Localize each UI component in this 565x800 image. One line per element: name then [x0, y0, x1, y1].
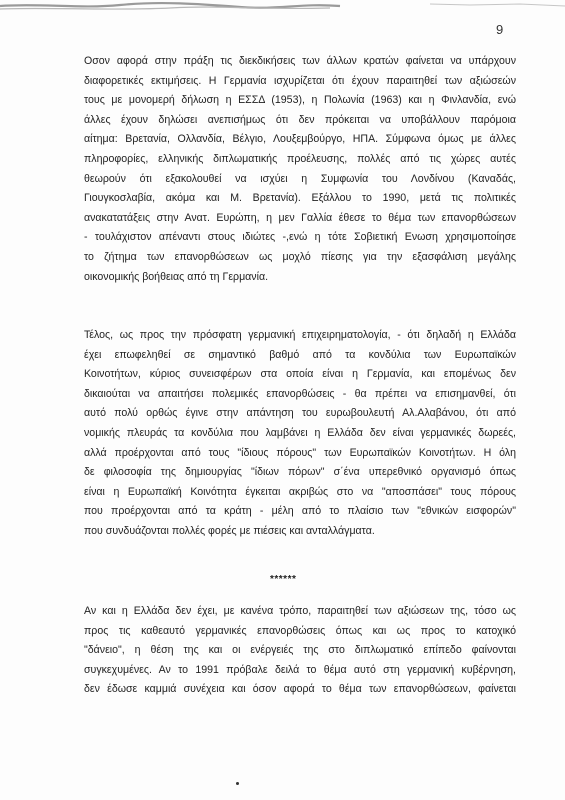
paragraph-line: οικονομικής βοήθειας από τη Γερμανία.: [84, 270, 269, 283]
paragraph-line: που προέρχονται από τα κράτη - μέλη από το πλαίσιο των "εθνικών εισφορών": [84, 505, 516, 518]
paragraph-line: που συνδυάζονται πολλές φορές με πιέσεις και ανταλλάγματα.: [84, 524, 375, 537]
paragraph-3: [84, 602, 516, 700]
page-number: 9: [496, 22, 504, 37]
paragraph-line: δικαιούται να απαιτήσει πολεμικές επανορθώσεις - θα πρέπει να επισημανθεί, ότι: [84, 387, 516, 400]
paragraph-2: [84, 326, 516, 542]
paragraph-line: δε φιλοσοφία της δημιουργίας "ίδιων πόρων" σ΄ένα υπερεθνικό οργανισμό όπως: [84, 466, 516, 479]
paragraph-line: το ζήτημα των επανορθώσεων ως μοχλό πίεσης για την εξασφάλιση μεγάλης: [84, 250, 516, 263]
paragraph-line: αυτό πολύ ορθώς έγινε στην απάντηση του ευρωβουλευτή Αλ.Αλαβάνου, ότι από: [84, 407, 516, 420]
paragraph-line: θεωρούν ότι εξακολουθεί να ισχύει η Συμφωνία του Λονδίνου (Καναδάς,: [84, 172, 516, 185]
paragraph-line: είναι η Ευρωπαϊκή Κοινότητα έγκειται ακριβώς στο να "αποσπάσει" τους πόρους: [84, 485, 516, 498]
paragraph-line: Γιουγκοσλαβία, ακόμα και Μ. Βρετανία). Εξάλλου το 1990, μετά τις πολιτικές: [84, 192, 516, 205]
paragraph-line: ανακατατάξεις στην Ανατ. Ευρώπη, η μεν Γαλλία έθεσε το θέμα των επανορθώσεων: [84, 211, 516, 224]
scan-artifact-top-edge: [0, 0, 565, 14]
paragraph-line: τους με μονομερή δήλωση η ΕΣΣΔ (1953), η Πολωνία (1963) και η Φινλανδία, ενώ: [84, 94, 516, 107]
paragraph-line: Τέλος, ως προς την πρόσφατη γερμανική επιχειρηματολογία, - ότι δηλαδή η Ελλάδα: [84, 329, 516, 341]
paragraph-line: δεν έδωσε καμμιά συνέχεια και όσον αφορά το θέμα των επανορθώσεων, φαίνεται: [84, 683, 516, 696]
paragraph-line: άλλες έχουν δηλώσει ανεπισήμως ότι δεν πρόκειται να υποβάλλουν παρόμοια: [84, 113, 516, 126]
paragraph-line: πληροφορίες, ελληνικής διπλωματικής προέλευσης, πολλές από τις χώρες αυτές: [84, 152, 516, 165]
paragraph-1: [84, 52, 516, 287]
paragraph-line: νομικής πλευράς τα κονδύλια που λαμβάνει η Ελλάδα δεν είναι γερμανικές δωρεές,: [84, 426, 516, 439]
paragraph-line: συγκεχυμένες. Αν το 1991 πρόβαλε δειλά το θέμα αυτό στη γερμανική κυβέρνηση,: [84, 663, 516, 676]
paragraph-line: - τουλάχιστον απέναντι στους ιδιώτες -,ενώ η τότε Σοβιετική Ενωση χρησιμοποίησε: [84, 231, 516, 244]
paragraph-line: διαφορετικές εκτιμήσεις. Η Γερμανία ισχυρίζεται ότι έχουν παραιτηθεί των αξιώσεών: [84, 74, 516, 87]
paragraph-line: Αν και η Ελλάδα δεν έχει, με κανένα τρόπο, παραιτηθεί των αξιώσεων της, τόσο ως: [84, 605, 516, 617]
section-separator: ******: [270, 574, 297, 585]
paragraph-line: "δάνειο", η θέση της και οι ενέργειές της στο διπλωματικό επίπεδο φαίνονται: [84, 644, 516, 657]
paragraph-line: προς τις καθεαυτό γερμανικές επανορθώσεις όπως και ως προς το κατοχικό: [84, 624, 516, 637]
paragraph-line: Οσον αφορά στην πράξη τις διεκδικήσεις των άλλων κρατών φαίνεται να υπάρχουν: [84, 55, 516, 67]
paragraph-line: αλλά προέρχονται από τους "ίδιους πόρους" των Ευρωπαϊκών Κοινοτήτων. Η όλη: [84, 446, 516, 459]
scan-speck: [236, 782, 239, 785]
paragraph-line: έχει επωφεληθεί σε σημαντικό βαθμό από τα κονδύλια των Ευρωπαϊκών: [84, 348, 516, 361]
paragraph-line: Κοινοτήτων, κύριος συνεισφέρων στα οποία είναι η Γερμανία, και επομένως δεν: [84, 368, 516, 381]
paragraph-line: αίτημα: Βρετανία, Ολλανδία, Βέλγιο, Λουξεμβούργο, ΗΠΑ. Σύμφωνα όμως με άλλες: [84, 133, 516, 146]
